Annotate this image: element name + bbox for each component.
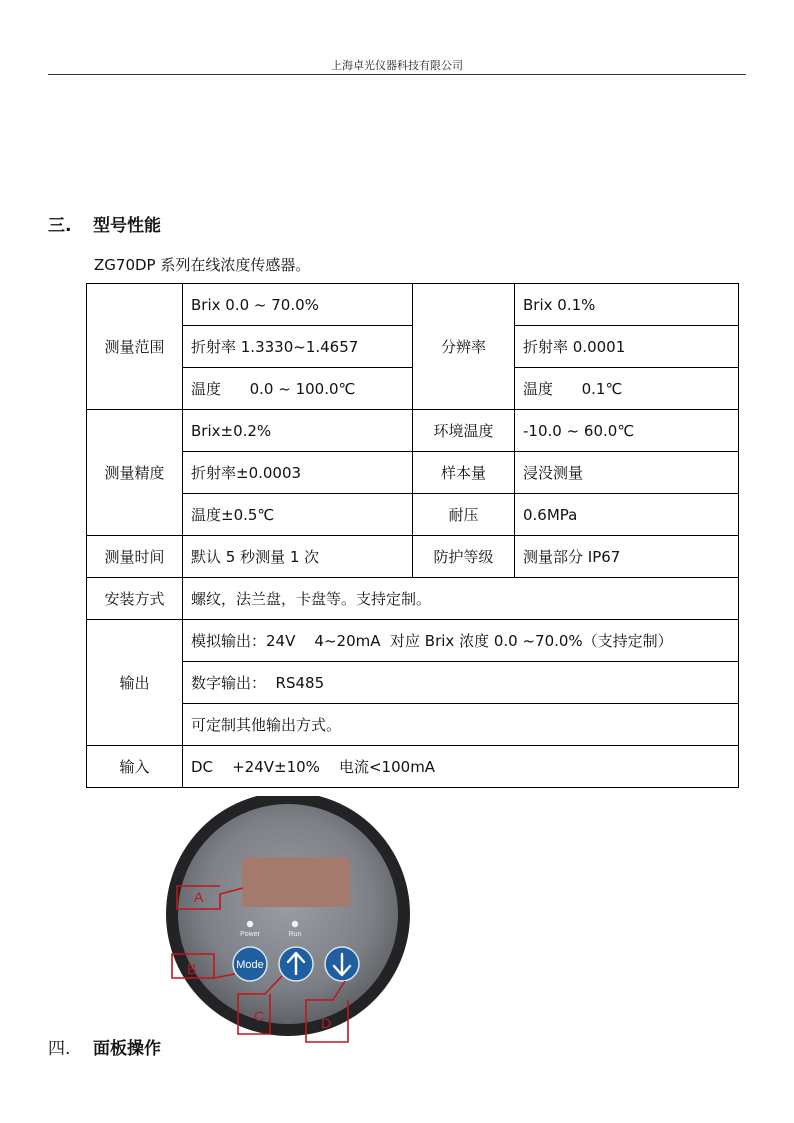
section-3-title: 型号性能	[93, 216, 161, 236]
resolution-label: 分辨率	[413, 284, 515, 410]
resolution-brix: Brix 0.1%	[515, 284, 739, 326]
run-led-icon	[292, 921, 298, 927]
table-row	[87, 452, 739, 494]
time-value: 默认 5 秒测量 1 次	[183, 536, 413, 578]
up-button[interactable]	[279, 947, 313, 981]
output-digital: 数字输出： RS485	[183, 662, 739, 704]
section-3-intro: ZG70DP 系列在线浓度传感器。	[94, 256, 311, 274]
time-label: 测量时间	[87, 536, 183, 578]
protection-label: 防护等级	[413, 536, 515, 578]
front-panel-diagram	[160, 796, 420, 1096]
accuracy-label: 测量精度	[87, 410, 183, 536]
section-4-title: 面板操作	[93, 1039, 161, 1059]
range-temperature: 温度 0.0 ~ 100.0℃	[183, 368, 413, 410]
range-brix: Brix 0.0 ~ 70.0%	[183, 284, 413, 326]
input-label: 输入	[87, 746, 183, 788]
callout-c-label: C	[254, 1008, 265, 1024]
callout-b-label: B	[187, 961, 197, 977]
table-row	[87, 662, 739, 704]
accuracy-temperature: 温度±0.5℃	[183, 494, 413, 536]
pressure-value: 0.6MPa	[515, 494, 739, 536]
table-row	[87, 620, 739, 662]
input-value: DC +24V±10% 电流<100mA	[183, 746, 739, 788]
table-row	[87, 704, 739, 746]
down-button[interactable]	[325, 947, 359, 981]
output-label: 输出	[87, 620, 183, 746]
section-4-number: 四.	[48, 1039, 71, 1059]
table-row	[87, 284, 739, 326]
table-row	[87, 536, 739, 578]
accuracy-brix: Brix±0.2%	[183, 410, 413, 452]
display-window	[242, 857, 350, 907]
header-divider	[48, 74, 746, 75]
table-row	[87, 578, 739, 620]
page-header-company: 上海卓光仪器科技有限公司	[331, 59, 463, 72]
table-row	[87, 746, 739, 788]
ambient-value: -10.0 ~ 60.0℃	[515, 410, 739, 452]
range-label: 测量范围	[87, 284, 183, 410]
output-analog: 模拟输出：24V 4~20mA 对应 Brix 浓度 0.0 ~70.0%（支持定制）	[183, 620, 739, 662]
sample-label: 样本量	[413, 452, 515, 494]
mode-button-label: Mode	[236, 959, 264, 971]
run-led-label: Run	[288, 931, 302, 938]
ambient-label: 环境温度	[413, 410, 515, 452]
install-value: 螺纹，法兰盘，卡盘等。支持定制。	[183, 578, 739, 620]
accuracy-refractive: 折射率±0.0003	[183, 452, 413, 494]
panel-face	[178, 804, 398, 1024]
resolution-refractive: 折射率 0.0001	[515, 326, 739, 368]
section-3-number: 三.	[48, 216, 72, 236]
resolution-temperature: 温度 0.1℃	[515, 368, 739, 410]
pressure-label: 耐压	[413, 494, 515, 536]
table-row	[87, 410, 739, 452]
mode-button[interactable]	[233, 947, 267, 981]
power-led-icon	[247, 921, 253, 927]
sample-value: 浸没测量	[515, 452, 739, 494]
range-refractive: 折射率 1.3330~1.4657	[183, 326, 413, 368]
callout-d-label: D	[321, 1015, 332, 1031]
power-led-label: Power	[240, 931, 260, 938]
table-row	[87, 494, 739, 536]
spec-table	[86, 283, 739, 788]
callout-a-label: A	[194, 889, 204, 905]
output-custom: 可定制其他输出方式。	[183, 704, 739, 746]
protection-value: 测量部分 IP67	[515, 536, 739, 578]
install-label: 安装方式	[87, 578, 183, 620]
